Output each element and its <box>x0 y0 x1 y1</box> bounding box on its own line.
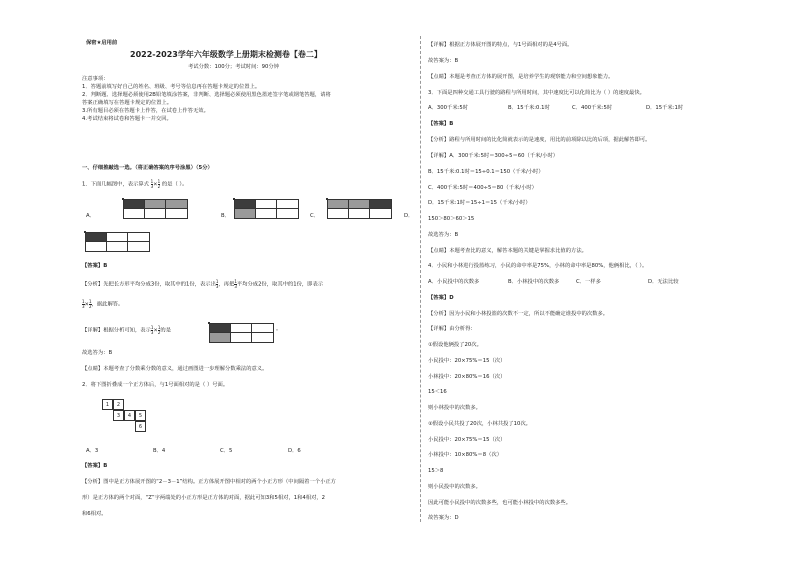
notes-heading: 注意事项： <box>82 76 109 82</box>
q2-analysis: 【分析】图中是正方体展开图的“2－3－1”结构。正方体展开图中相对的两个小正方形（中间隔着一个小正方 <box>82 479 336 485</box>
q4-detail: 15＞8 <box>428 468 444 474</box>
q1-answer: 【答案】B <box>82 263 108 269</box>
q4-detail: 15＜16 <box>428 389 447 395</box>
net-cell: 2 <box>113 399 124 410</box>
q4-stem: 4．小民和小林进行投篮练习，小民的命中率是75%，小林的命中率是80%，他俩相比，（ ）。 <box>428 263 648 269</box>
q2-analysis: 形）是正方体的两个对面，“Z”字两端处的小正方形是正方体的对面，据此可知3和5相对，1和4相对，2 <box>82 495 326 501</box>
option-figure-c <box>326 198 328 200</box>
secret-label: 保密★启用前 <box>86 40 118 46</box>
q3-option[interactable]: C．400千米:5时 <box>572 105 613 111</box>
q3-option[interactable]: A．300千米:5时 <box>428 105 469 111</box>
note-item: 答案正确填写在答题卡规定的位置上。 <box>82 100 173 106</box>
q3-choice: 故选答为：B <box>428 232 459 238</box>
q2-option[interactable]: B．4 <box>153 448 166 454</box>
q4-detail: 小林投中：10×80%＝8（次） <box>428 452 502 458</box>
q2-analysis: 和6相对。 <box>82 511 107 517</box>
q4-detail: 则小林投中的次数多。 <box>428 405 481 411</box>
option-figure-d <box>84 231 86 233</box>
q3-detail: B．15千米:0.1时＝15÷0.1＝150（千米/小时） <box>428 169 544 175</box>
note-item: 1．答题前填写好自己的姓名、班级、考号等信息再在答题卡规定的位置上。 <box>82 84 261 90</box>
q4-choice: 故答案为：D <box>428 515 459 521</box>
section-heading: 一、仔细推敲选一选。（将正确答案的序号涂黑）（5分） <box>82 165 213 171</box>
q2-choice: 故答案为：B <box>428 58 459 64</box>
q3-detail: 【详解】A．300千米:5时＝300÷5＝60（千米/小时） <box>428 153 559 159</box>
option-label-a[interactable]: A． <box>86 213 95 219</box>
right-column <box>426 0 718 562</box>
q1-point: 【点睛】本题考查了分数乘分数的意义，通过画图进一步理解分数乘法的意义。 <box>82 366 268 372</box>
net-cell: 5 <box>135 410 146 421</box>
q3-detail: C．400千米:5时＝400÷5＝80（千米/小时） <box>428 185 537 191</box>
net-cell: 3 <box>113 410 124 421</box>
left-column <box>80 0 418 562</box>
q4-option[interactable]: C．一样多 <box>576 279 601 285</box>
q4-detail: ①假设他俩投了20次。 <box>428 342 482 348</box>
q2-detail: 【详解】根据正方体展开图的特点，与1号面相对的是4号面。 <box>428 42 573 48</box>
q2-answer: 【答案】B <box>82 463 108 469</box>
q1-choice: 故选答为：B <box>82 350 113 356</box>
q4-detail: 小民投中：20×75%＝15（次） <box>428 358 506 364</box>
q3-option[interactable]: D．15千米:1时 <box>646 105 684 111</box>
q4-detail: 【详解】由分析得： <box>428 326 476 332</box>
fraction: $\frac{1}{2}$ <box>157 179 161 189</box>
q1-analysis: 【分析】先把长方形平均分成3份，取其中的1份，表示出 $\frac{1}{3}$ ，再把 $\frac{1}{3}$ 平均分成2份，取其中的1份，即表示 <box>82 279 324 289</box>
q4-option[interactable]: B．小林投中的次数多 <box>508 279 560 285</box>
net-cell: 1 <box>102 399 113 410</box>
q1-stem: 1．下面几幅图中，表示算式 $\frac{1}{3}$ × $\frac{1}{2}$ 的是（ ）。 <box>82 179 188 189</box>
option-figure-a <box>122 198 124 200</box>
q1-detail: 【详解】根据分析可知，表示 $\frac{1}{3}$ × $\frac{1}{2}$ 的是 <box>82 325 172 335</box>
column-divider <box>420 36 421 522</box>
option-label-c[interactable]: C． <box>310 213 319 219</box>
option-label-d[interactable]: D． <box>404 213 414 219</box>
q4-detail: ②假设小民共投了20次，小林共投了10次。 <box>428 421 531 427</box>
q3-analysis: 【分析】路程与所用时间的比化简就表示的是速度，用比的前项除以比的后项，据此解答即可。 <box>428 137 651 143</box>
q4-analysis: 【分析】因为小民和小林投篮的次数不一定，所以不能确定谁投中的次数多。 <box>428 311 609 317</box>
q4-option[interactable]: A．小民投中的次数多 <box>428 279 480 285</box>
q2-option[interactable]: C．5 <box>220 448 233 454</box>
q1-detail-end: 。 <box>276 326 282 332</box>
q3-answer: 【答案】B <box>428 121 454 127</box>
net-cell: 6 <box>135 421 146 432</box>
q4-option[interactable]: D．无法比较 <box>648 279 679 285</box>
fraction: $\frac{1}{3}$ <box>150 179 154 189</box>
q3-detail: 150＞80＞60＞15 <box>428 216 475 222</box>
q4-answer: 【答案】D <box>428 295 454 301</box>
option-label-b[interactable]: B． <box>221 213 230 219</box>
q2-point: 【点睛】本题是考查正方体的展开图，是培养学生的观察能力和空间想象能力。 <box>428 74 614 80</box>
option-figure-b <box>233 198 235 200</box>
q4-detail: 因此可能小民投中的次数多些，也可能小林投中的次数多些。 <box>428 500 572 506</box>
answer-figure <box>208 322 210 324</box>
q3-option[interactable]: B．15千米:0.1时 <box>508 105 550 111</box>
q3-stem: 3．下面是四种交通工具行驶的路程与所用时间，其中速度比可以化简比为（ ）的速度最快。 <box>428 90 645 96</box>
q1-analysis-cont: $\frac{1}{3}$ × $\frac{1}{2}$ ，据此解答。 <box>82 299 124 309</box>
q4-detail: 小林投中：20×80%＝16（次） <box>428 374 506 380</box>
exam-title: 2022-2023学年六年级数学上册期末检测卷【卷二】 <box>130 50 322 59</box>
q4-detail: 小民投中：20×75%＝15（次） <box>428 437 506 443</box>
q3-detail: D．15千米:1时＝15÷1＝15（千米/小时） <box>428 200 531 206</box>
net-cell: 4 <box>124 410 135 421</box>
q2-option[interactable]: D．6 <box>288 448 301 454</box>
q2-stem: 2．将下图折叠成一个正方体后，与1号面相对的是（ ）号面。 <box>82 382 229 388</box>
exam-info: 考试分数：100分；考试时间：90分钟 <box>188 64 280 70</box>
q2-option[interactable]: A．3 <box>86 448 99 454</box>
note-item: 3.所有题目必须在答题卡上作答，在试卷上作答无效。 <box>82 108 209 114</box>
q3-point: 【点睛】本题考查比的意义，解答本题的关键是掌握求比值的方法。 <box>428 248 587 254</box>
note-item: 4.考试结束将试卷和答题卡一并交回。 <box>82 116 172 122</box>
q4-detail: 则小民投中的次数多。 <box>428 484 481 490</box>
note-item: 2．判断题、选择题必须使用2B铅笔填涂答案，非判断、选择题必须使用黑色墨迹签字笔或钢笔答题，请将 <box>82 92 331 98</box>
